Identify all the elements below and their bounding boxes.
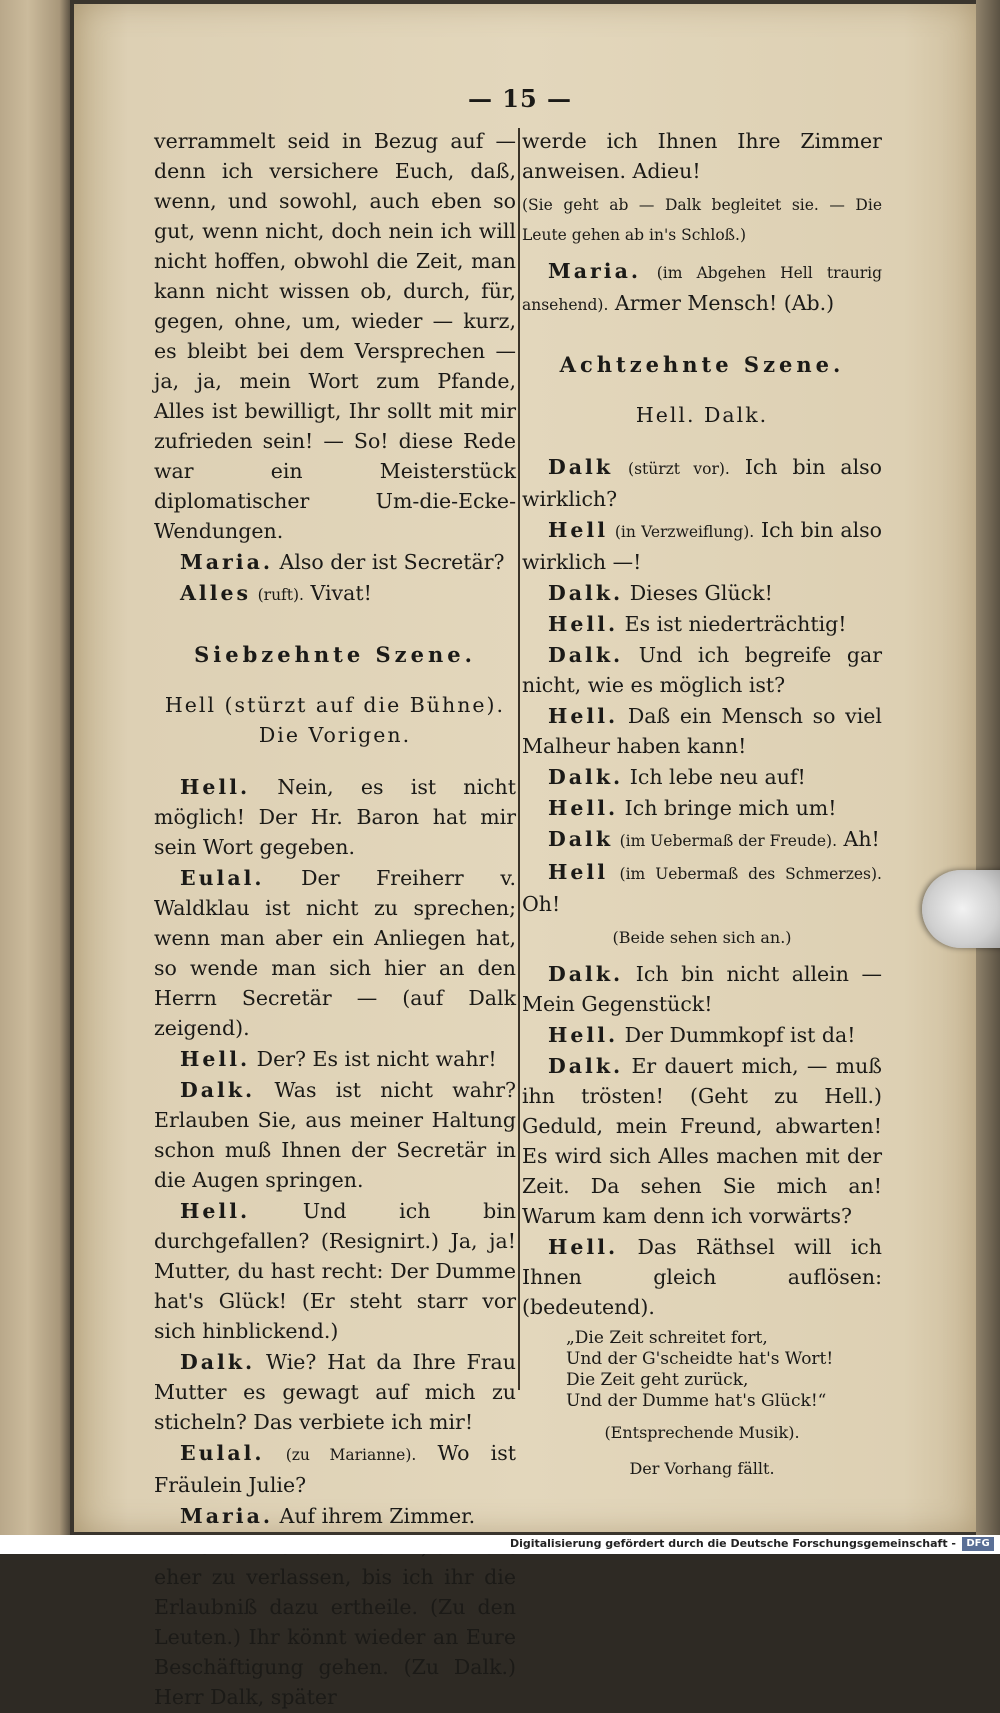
dialogue-line — [522, 824, 882, 856]
dialogue-text: Und ich bin durchgefallen? (Resignirt.) Ja, ja! Mutter, du hast recht: Der Dumme hat's Glück! (Er steht starr vor sich hinblickend.) — [154, 1199, 516, 1343]
dialogue-text: Der Dummkopf ist da! — [624, 1023, 856, 1047]
dialogue-text: Armer Mensch! (Ab.) — [614, 291, 835, 315]
paragraph: verrammelt seid in Bezug auf — denn ich versichere Euch, daß, wenn, und sowohl, auch eben so gut, wenn nicht, doch nein ich will nicht hoffen, obwohl die Zeit, man kann nicht wissen ob, durch, für, gegen, ohne, um, wieder — kurz, es bleibt bei dem Versprechen — ja, ja, mein Wort zum Pfande, Alles ist bewilligt, Ihr sollt mit mir zufrieden sein! — So! diese Rede war ein Meisterstück diplomatischer Um-die-Ecke-Wendungen. — [154, 129, 516, 543]
speaker-name: Dalk. — [548, 643, 624, 667]
left-column — [154, 126, 516, 1713]
stage-direction: (stürzt vor). — [628, 460, 730, 478]
speaker-name: Dalk — [548, 455, 614, 479]
speaker-name: Eulal. — [180, 1441, 265, 1465]
stage-direction: (im Abgehen Hell traurig ansehend). — [522, 264, 882, 314]
dialogue-line — [154, 1196, 516, 1346]
dialogue-line — [522, 793, 882, 823]
speaker-name: Hell. — [180, 1047, 251, 1071]
speaker-name: Hell. — [548, 704, 619, 728]
speaker-name: Hell. — [548, 1235, 619, 1259]
dialogue-text: Daß ein Mensch so viel Malheur haben kann! — [522, 704, 882, 758]
speaker-name: Hell. — [548, 796, 619, 820]
speaker-name: Hell. — [548, 1023, 619, 1047]
dialogue-line — [154, 1044, 516, 1074]
speaker-name: Dalk. — [180, 1350, 256, 1374]
stage-direction: (in Verzweiflung). — [614, 523, 755, 541]
dialogue-line — [154, 547, 516, 577]
dialogue-text: Es ist niederträchtig! — [624, 612, 847, 636]
verse-line: „Die Zeit schreitet fort, — [566, 1328, 768, 1348]
dialogue-text: Ich lebe neu auf! — [629, 765, 806, 789]
dialogue-text: Er dauert mich, — muß ihn trösten! (Geht zu Hell.) Geduld, mein Freund, abwarten! Es wird sich Alles machen mit der Zeit. Da sehen Sie mich an! Warum kam denn ich vorwärts? — [522, 1054, 882, 1228]
cast-list: Hell. Dalk. — [635, 403, 769, 427]
dialogue-line — [154, 772, 516, 862]
dialogue-line — [154, 1347, 516, 1437]
speaker-name: Dalk. — [180, 1078, 256, 1102]
dialogue-text: Auf ihrem Zimmer. — [279, 1504, 476, 1528]
speaker-name: Hell. — [548, 612, 619, 636]
speaker-name: Maria. — [180, 550, 273, 574]
dialogue-text: Vivat! — [310, 581, 372, 605]
dialogue-line — [522, 609, 882, 639]
dialogue-text: Das Räthsel will ich Ihnen gleich auflösen: (bedeutend). — [522, 1235, 882, 1319]
dialogue-line — [154, 1438, 516, 1500]
dialogue-text: Der? Es ist nicht wahr! — [256, 1047, 497, 1071]
stage-direction: (im Uebermaß der Freude). — [619, 832, 838, 850]
speaker-name: Hell. — [180, 775, 251, 799]
stage-direction: (ruft). — [257, 586, 304, 604]
page-number: — 15 — — [467, 84, 573, 113]
dialogue-text: Und ich begreife gar nicht, wie es möglich ist? — [522, 643, 882, 697]
dialogue-text: Was ist nicht wahr? Erlauben Sie, aus meiner Haltung schon muß Ihnen der Secretär in die Augen springen. — [154, 1078, 516, 1192]
dialogue-text: Nein, es ist nicht möglich! Der Hr. Baron hat mir sein Wort gegeben. — [154, 775, 516, 859]
paragraph: werde ich Ihnen Ihre Zimmer anweisen. Adieu! — [522, 129, 882, 183]
verse-line: Die Zeit geht zurück, — [566, 1370, 749, 1390]
column-divider — [518, 128, 520, 1390]
speaker-name: Hell — [548, 518, 608, 542]
speaker-name: Hell — [548, 860, 608, 884]
dialogue-text: eher zu verlassen, bis ich ihr die Erlaubniß dazu ertheile. (Zu den Leuten.) Ihr könnt wieder an Eure Beschäftigung gehen. (Zu Dalk.) Herr Dalk, später — [154, 1565, 516, 1709]
dialogue-line — [522, 640, 882, 700]
dialogue-line — [522, 1020, 882, 1050]
speaker-name: Dalk. — [548, 765, 624, 789]
dialogue-text: Ich bin also wirklich —! — [522, 518, 882, 574]
dialogue-line — [154, 1532, 516, 1712]
dialogue-line — [154, 578, 516, 610]
dialogue-line — [522, 857, 882, 919]
dialogue-text: Ich bringe mich um! — [624, 796, 837, 820]
dialogue-line — [522, 959, 882, 1019]
dialogue-line — [154, 1501, 516, 1531]
dialogue-line — [522, 1232, 882, 1322]
dialogue-text: Der Freiherr v. Waldklau ist nicht zu sprechen; wenn man aber ein Anliegen hat, so wende man sich hier an den Herrn Secretär — (auf Dalk zeigend). — [154, 866, 516, 1040]
dialogue-line — [154, 1075, 516, 1195]
dialogue-text: Oh! — [522, 892, 561, 916]
dialogue-text: Dieses Glück! — [629, 581, 773, 605]
stage-direction: (Sie geht ab — Dalk begleitet sie. — Die Leute gehen ab in's Schloß.) — [522, 196, 882, 244]
stage-direction: (im Uebermaß des Schmerzes). — [619, 865, 882, 883]
footer-bar — [0, 1535, 1000, 1554]
verse-block — [522, 1328, 882, 1412]
speaker-name: Alles — [180, 581, 252, 605]
stage-direction: Der Vorhang fällt. — [629, 1459, 775, 1478]
cast-list: Hell (stürzt auf die Bühne). Die Vorigen. — [164, 693, 506, 747]
stage-direction: (Beide sehen sich an.) — [612, 928, 792, 947]
speaker-name: Dalk — [548, 827, 614, 851]
dialogue-line — [522, 452, 882, 514]
dfg-logo: DFG — [962, 1537, 994, 1551]
speaker-name: Dalk. — [548, 1054, 624, 1078]
dialogue-line — [522, 1051, 882, 1231]
verse-line: Und der Dumme hat's Glück!“ — [566, 1391, 827, 1411]
stage-direction: (Entsprechende Musik). — [604, 1423, 800, 1442]
speaker-name: Eulal. — [180, 866, 265, 890]
dialogue-line — [522, 701, 882, 761]
verse-line: Und der G'scheidte hat's Wort! — [566, 1349, 834, 1369]
scene-title: Siebzehnte Szene. — [194, 642, 476, 667]
dialogue-line — [522, 578, 882, 608]
speaker-name: Maria. — [180, 1504, 273, 1528]
speaker-name: Maria. — [548, 259, 641, 283]
dialogue-line — [522, 762, 882, 792]
dialogue-line — [154, 863, 516, 1043]
facing-page-edge — [0, 0, 70, 1535]
dialogue-line — [522, 515, 882, 577]
dialogue-line — [522, 256, 882, 320]
speaker-name: Dalk. — [548, 962, 624, 986]
funding-note: Digitalisierung gefördert durch die Deutsche Forschungsgemeinschaft - — [509, 1537, 956, 1550]
scene-title: Achtzehnte Szene. — [559, 352, 845, 377]
speaker-name: Dalk. — [548, 581, 624, 605]
dialogue-text: Ich bin also wirklich? — [522, 455, 882, 511]
stage-direction: (zu Marianne). — [285, 1446, 417, 1464]
dialogue-text: Wie? Hat da Ihre Frau Mutter es gewagt auf mich zu sticheln? Das verbiete ich mir! — [154, 1350, 516, 1434]
dialogue-text: Wo ist Fräulein Julie? — [154, 1441, 516, 1497]
dialogue-text: Ich bin nicht allein — Mein Gegenstück! — [522, 962, 882, 1016]
page-stack-edge — [976, 0, 1000, 1535]
speaker-name: Hell. — [180, 1199, 251, 1223]
thumb-tab — [922, 870, 1000, 948]
right-column — [522, 126, 882, 1490]
dialogue-text: Ah! — [843, 827, 880, 851]
dialogue-text: Also der ist Secretär? — [279, 550, 505, 574]
